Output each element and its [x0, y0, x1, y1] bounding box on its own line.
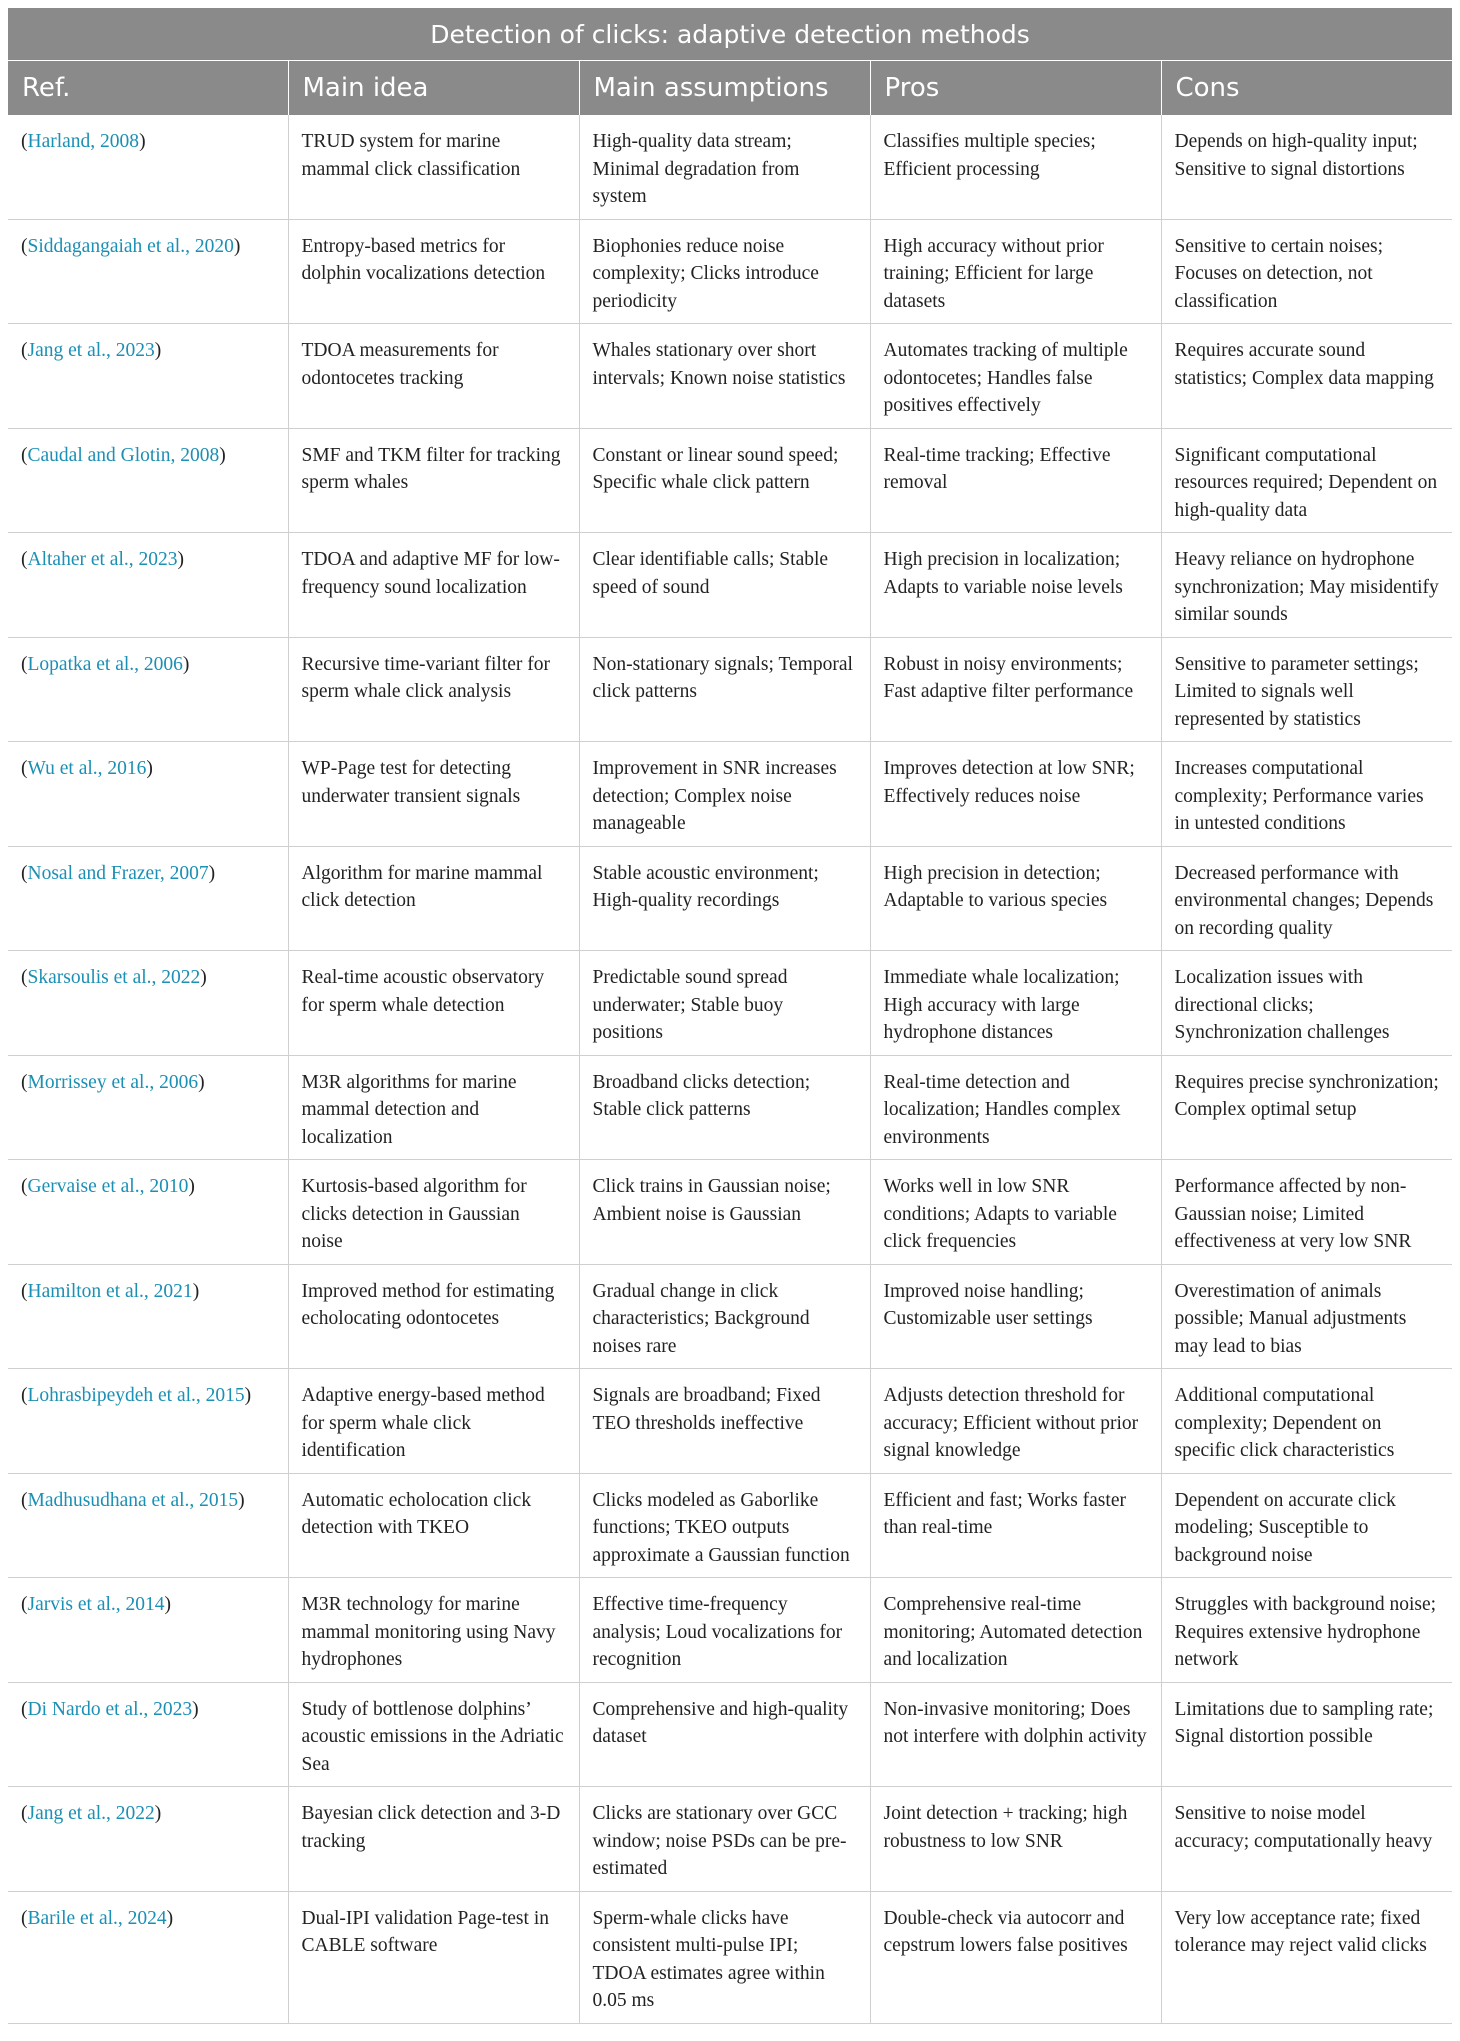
cell-main-assumptions: Stable acoustic environment; High-quality recordings — [579, 846, 870, 951]
cell-cons: Very low acceptance rate; fixed tolerance may reject valid clicks — [1161, 1891, 1452, 2023]
cell-ref: (Harland, 2008) — [8, 115, 288, 219]
reference-link[interactable]: Jang et al., 2022 — [27, 1803, 155, 1824]
table-title: Detection of clicks: adaptive detection methods — [8, 8, 1452, 61]
table-row — [8, 1160, 1452, 1265]
cell-main-idea: Study of bottlenose dolphins’ acoustic emissions in the Adriatic Sea — [288, 1682, 579, 1787]
table-row — [8, 742, 1452, 847]
cell-ref: (Madhusudhana et al., 2015) — [8, 1473, 288, 1578]
cell-pros: Double-check via autocorr and cepstrum lowers false positives — [870, 1891, 1161, 2023]
cell-ref: (Wu et al., 2016) — [8, 742, 288, 847]
table-row — [8, 324, 1452, 429]
cell-cons: Additional computational complexity; Dependent on specific click characteristics — [1161, 1369, 1452, 1474]
cell-main-idea: Adaptive energy-based method for sperm whale click identification — [288, 1369, 579, 1474]
reference-link[interactable]: Altaher et al., 2023 — [27, 549, 178, 570]
reference-link[interactable]: Barile et al., 2024 — [27, 1907, 167, 1929]
table-row — [8, 1787, 1452, 1892]
cell-main-idea: SMF and TKM filter for tracking sperm whales — [288, 428, 579, 533]
cell-main-assumptions: Predictable sound spread underwater; Stable buoy positions — [579, 951, 870, 1056]
cell-main-assumptions: Constant or linear sound speed; Specific whale click pattern — [579, 428, 870, 533]
table-row — [8, 951, 1452, 1056]
column-header-cons: Cons — [1161, 61, 1452, 116]
cell-ref: (Altaher et al., 2023) — [8, 533, 288, 638]
column-header-ref: Ref. — [8, 61, 288, 116]
cell-main-assumptions: Click trains in Gaussian noise; Ambient noise is Gaussian — [579, 1160, 870, 1265]
cell-main-idea: TDOA measurements for odontocetes tracking — [288, 324, 579, 429]
table-row — [8, 219, 1452, 324]
cell-cons: Heavy reliance on hydrophone synchronization; May misidentify similar sounds — [1161, 533, 1452, 638]
cell-cons: Sensitive to parameter settings; Limited to signals well represented by statistics — [1161, 637, 1452, 742]
reference-link[interactable]: Jarvis et al., 2014 — [27, 1594, 165, 1615]
cell-main-idea: M3R technology for marine mammal monitoring using Navy hydrophones — [288, 1578, 579, 1683]
cell-ref: (Skarsoulis et al., 2022) — [8, 951, 288, 1056]
reference-link[interactable]: Morrissey et al., 2006 — [27, 1071, 199, 1093]
cell-ref: (Lopatka et al., 2006) — [8, 637, 288, 742]
cell-ref: (Lohrasbipeydeh et al., 2015) — [8, 1369, 288, 1474]
table-row — [8, 1369, 1452, 1474]
cell-cons: Increases computational complexity; Performance varies in untested conditions — [1161, 742, 1452, 847]
cell-pros: High precision in detection; Adaptable to various species — [870, 846, 1161, 951]
reference-link[interactable]: Lopatka et al., 2006 — [27, 653, 183, 675]
table-title-row — [8, 8, 1452, 61]
cell-cons: Overestimation of animals possible; Manual adjustments may lead to bias — [1161, 1264, 1452, 1369]
table-row — [8, 846, 1452, 951]
table-row — [8, 1682, 1452, 1787]
cell-main-assumptions: Non-stationary signals; Temporal click patterns — [579, 637, 870, 742]
column-header-main-idea: Main idea — [288, 61, 579, 116]
cell-ref: (Barile et al., 2024) — [8, 1891, 288, 2023]
cell-main-assumptions: Broadband clicks detection; Stable click patterns — [579, 1055, 870, 1160]
cell-pros: High precision in localization; Adapts to variable noise levels — [870, 533, 1161, 638]
cell-main-idea: M3R algorithms for marine mammal detection and localization — [288, 1055, 579, 1160]
cell-cons: Significant computational resources required; Dependent on high-quality data — [1161, 428, 1452, 533]
table-row — [8, 1578, 1452, 1683]
cell-ref: (Hamilton et al., 2021) — [8, 1264, 288, 1369]
reference-link[interactable]: Madhusudhana et al., 2015 — [27, 1489, 239, 1511]
cell-cons: Limitations due to sampling rate; Signal distortion possible — [1161, 1682, 1452, 1787]
cell-cons: Dependent on accurate click modeling; Susceptible to background noise — [1161, 1473, 1452, 1578]
cell-main-idea: Dual-IPI validation Page-test in CABLE software — [288, 1891, 579, 2023]
cell-main-idea: Kurtosis-based algorithm for clicks detection in Gaussian noise — [288, 1160, 579, 1265]
cell-main-idea: Recursive time-variant filter for sperm whale click analysis — [288, 637, 579, 742]
cell-pros: Immediate whale localization; High accuracy with large hydrophone distances — [870, 951, 1161, 1056]
cell-ref: (Siddagangaiah et al., 2020) — [8, 219, 288, 324]
cell-cons: Decreased performance with environmental changes; Depends on recording quality — [1161, 846, 1452, 951]
cell-ref: (Nosal and Frazer, 2007) — [8, 846, 288, 951]
cell-main-idea: Entropy-based metrics for dolphin vocalizations detection — [288, 219, 579, 324]
table-body — [8, 115, 1452, 2023]
cell-ref: (Di Nardo et al., 2023) — [8, 1682, 288, 1787]
table-row — [8, 115, 1452, 219]
cell-main-assumptions: Clicks modeled as Gaborlike functions; TKEO outputs approximate a Gaussian function — [579, 1473, 870, 1578]
cell-pros: Efficient and fast; Works faster than real-time — [870, 1473, 1161, 1578]
cell-main-idea: Automatic echolocation click detection with TKEO — [288, 1473, 579, 1578]
cell-pros: Comprehensive real-time monitoring; Automated detection and localization — [870, 1578, 1161, 1683]
cell-pros: Improves detection at low SNR; Effectively reduces noise — [870, 742, 1161, 847]
table-row — [8, 533, 1452, 638]
reference-link[interactable]: Gervaise et al., 2010 — [27, 1176, 189, 1197]
cell-main-assumptions: Biophonies reduce noise complexity; Clicks introduce periodicity — [579, 219, 870, 324]
methods-table — [8, 8, 1452, 2024]
cell-main-idea: Real-time acoustic observatory for sperm whale detection — [288, 951, 579, 1056]
column-header-pros: Pros — [870, 61, 1161, 116]
table-row — [8, 1473, 1452, 1578]
cell-ref: (Jang et al., 2023) — [8, 324, 288, 429]
cell-main-assumptions: Signals are broadband; Fixed TEO thresholds ineffective — [579, 1369, 870, 1474]
cell-main-idea: WP-Page test for detecting underwater transient signals — [288, 742, 579, 847]
table-row — [8, 428, 1452, 533]
cell-main-idea: TRUD system for marine mammal click classification — [288, 115, 579, 219]
table-row — [8, 637, 1452, 742]
cell-pros: Non-invasive monitoring; Does not interfere with dolphin activity — [870, 1682, 1161, 1787]
cell-main-idea: Algorithm for marine mammal click detection — [288, 846, 579, 951]
cell-pros: Improved noise handling; Customizable user settings — [870, 1264, 1161, 1369]
cell-cons: Requires precise synchronization; Complex optimal setup — [1161, 1055, 1452, 1160]
cell-main-assumptions: Clear identifiable calls; Stable speed of sound — [579, 533, 870, 638]
cell-pros: Robust in noisy environments; Fast adaptive filter performance — [870, 637, 1161, 742]
cell-cons: Requires accurate sound statistics; Complex data mapping — [1161, 324, 1452, 429]
reference-link[interactable]: Lohrasbipeydeh et al., 2015 — [27, 1385, 245, 1406]
reference-link[interactable]: Caudal and Glotin, 2008 — [27, 444, 220, 466]
cell-cons: Localization issues with directional clicks; Synchronization challenges — [1161, 951, 1452, 1056]
reference-link[interactable]: Skarsoulis et al., 2022 — [27, 967, 201, 988]
cell-pros: Joint detection + tracking; high robustness to low SNR — [870, 1787, 1161, 1892]
reference-link[interactable]: Jang et al., 2023 — [27, 340, 155, 361]
reference-link[interactable]: Hamilton et al., 2021 — [27, 1280, 193, 1302]
reference-link[interactable]: Di Nardo et al., 2023 — [27, 1698, 193, 1720]
cell-main-idea: TDOA and adaptive MF for low-frequency sound localization — [288, 533, 579, 638]
reference-link[interactable]: Nosal and Frazer, 2007 — [27, 862, 209, 884]
cell-main-assumptions: Whales stationary over short intervals; Known noise statistics — [579, 324, 870, 429]
cell-cons: Depends on high-quality input; Sensitive to signal distortions — [1161, 115, 1452, 219]
table-container — [8, 8, 1452, 2024]
cell-cons: Struggles with background noise; Requires extensive hydrophone network — [1161, 1578, 1452, 1683]
cell-main-assumptions: High-quality data stream; Minimal degradation from system — [579, 115, 870, 219]
reference-link[interactable]: Siddagangaiah et al., 2020 — [27, 235, 234, 257]
table-row — [8, 1264, 1452, 1369]
cell-pros: Real-time detection and localization; Handles complex environments — [870, 1055, 1161, 1160]
cell-pros: Works well in low SNR conditions; Adapts to variable click frequencies — [870, 1160, 1161, 1265]
cell-ref: (Morrissey et al., 2006) — [8, 1055, 288, 1160]
cell-cons: Sensitive to certain noises; Focuses on detection, not classification — [1161, 219, 1452, 324]
cell-pros: High accuracy without prior training; Efficient for large datasets — [870, 219, 1161, 324]
reference-link[interactable]: Wu et al., 2016 — [27, 758, 147, 779]
cell-ref: (Gervaise et al., 2010) — [8, 1160, 288, 1265]
cell-pros: Adjusts detection threshold for accuracy; Efficient without prior signal knowledge — [870, 1369, 1161, 1474]
cell-cons: Performance affected by non-Gaussian noise; Limited effectiveness at very low SNR — [1161, 1160, 1452, 1265]
cell-main-assumptions: Clicks are stationary over GCC window; noise PSDs can be pre-estimated — [579, 1787, 870, 1892]
cell-main-assumptions: Comprehensive and high-quality dataset — [579, 1682, 870, 1787]
cell-main-assumptions: Improvement in SNR increases detection; Complex noise manageable — [579, 742, 870, 847]
cell-ref: (Caudal and Glotin, 2008) — [8, 428, 288, 533]
cell-ref: (Jarvis et al., 2014) — [8, 1578, 288, 1683]
cell-pros: Automates tracking of multiple odontocetes; Handles false positives effectively — [870, 324, 1161, 429]
cell-pros: Real-time tracking; Effective removal — [870, 428, 1161, 533]
cell-main-assumptions: Gradual change in click characteristics; Background noises rare — [579, 1264, 870, 1369]
table-header-row — [8, 61, 1452, 116]
table-row — [8, 1891, 1452, 2023]
cell-ref: (Jang et al., 2022) — [8, 1787, 288, 1892]
table-row — [8, 1055, 1452, 1160]
cell-pros: Classifies multiple species; Efficient processing — [870, 115, 1161, 219]
column-header-main-assumptions: Main assumptions — [579, 61, 870, 116]
cell-main-assumptions: Effective time-frequency analysis; Loud vocalizations for recognition — [579, 1578, 870, 1683]
cell-main-idea: Bayesian click detection and 3-D tracking — [288, 1787, 579, 1892]
cell-main-idea: Improved method for estimating echolocating odontocetes — [288, 1264, 579, 1369]
cell-main-assumptions: Sperm-whale clicks have consistent multi-pulse IPI; TDOA estimates agree within 0.05 ms — [579, 1891, 870, 2023]
cell-cons: Sensitive to noise model accuracy; computationally heavy — [1161, 1787, 1452, 1892]
reference-link[interactable]: Harland, 2008 — [27, 131, 140, 152]
